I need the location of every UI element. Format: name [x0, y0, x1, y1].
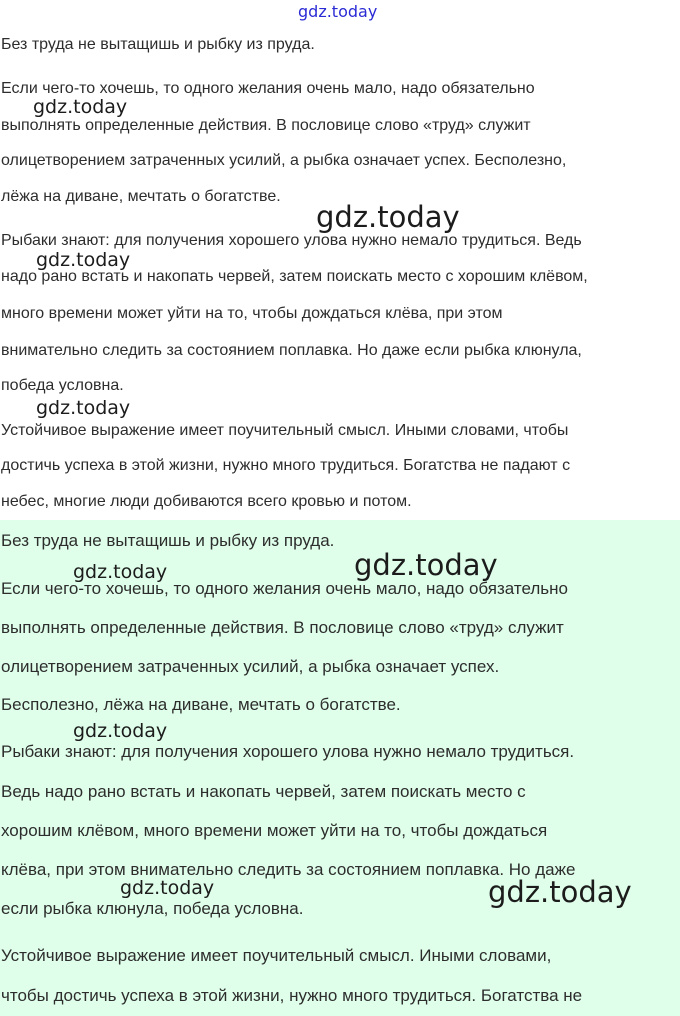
watermark: gdz.today	[73, 720, 168, 742]
paragraph-line: олицетворением затраченных усилий, а рыбка означает успех.	[1, 657, 500, 676]
watermark: gdz.today	[316, 200, 460, 234]
paragraph-line: Если чего-то хочешь, то одного желания очень мало, надо обязательно	[1, 80, 535, 97]
watermark: gdz.today	[488, 875, 632, 909]
watermark: gdz.today	[36, 397, 131, 419]
paragraph-line: Устойчивое выражение имеет поучительный смысл. Иными словами,	[1, 946, 552, 965]
paragraph-line: Ведь надо рано встать и накопать червей, затем поискать место с	[1, 782, 526, 801]
paragraph-line: Рыбаки знают: для получения хорошего улова нужно немало трудиться. Ведь	[1, 232, 582, 249]
paragraph-line: достичь успеха в этой жизни, нужно много трудиться. Богатства не падают с	[1, 457, 571, 474]
paragraph-line: много времени может уйти на то, чтобы дождаться клёва, при этом	[1, 305, 503, 322]
paragraph-line: Бесполезно, лёжа на диване, мечтать о богатстве.	[1, 695, 401, 714]
paragraph-line: если рыбка клюнула, победа условна.	[1, 899, 304, 918]
paragraph-line: чтобы достичь успеха в этой жизни, нужно много трудиться. Богатства не	[1, 986, 583, 1005]
paragraph-line: клёва, при этом внимательно следить за состоянием поплавка. Но даже	[1, 860, 576, 879]
watermark: gdz.today	[120, 877, 215, 899]
paragraph-line: надо рано встать и накопать червей, затем поискать место с хорошим клёвом,	[1, 268, 588, 285]
paragraph-line: Без труда не вытащишь и рыбку из пруда.	[1, 531, 335, 550]
paragraph-line: хорошим клёвом, много времени может уйти на то, чтобы дождаться	[1, 821, 548, 840]
text-block-green	[0, 520, 680, 1016]
watermark: gdz.today	[36, 249, 131, 271]
paragraph-line: Рыбаки знают: для получения хорошего улова нужно немало трудиться.	[1, 742, 575, 761]
paragraph-line: Без труда не вытащишь и рыбку из пруда.	[1, 36, 315, 53]
paragraph-line: внимательно следить за состоянием поплавка. Но даже если рыбка клюнула,	[1, 342, 582, 359]
paragraph-line: победа условна.	[1, 377, 124, 394]
paragraph-line: Устойчивое выражение имеет поучительный смысл. Иными словами, чтобы	[1, 422, 569, 439]
watermark-top: gdz.today	[298, 2, 378, 21]
paragraph-line: выполнять определенные действия. В пословице слово «труд» служит	[1, 618, 564, 637]
watermark: gdz.today	[33, 96, 128, 118]
paragraph-line: лёжа на диване, мечтать о богатстве.	[1, 188, 281, 205]
paragraph-line: выполнять определенные действия. В пословице слово «труд» служит	[1, 117, 531, 134]
watermark: gdz.today	[354, 548, 498, 582]
paragraph-line: Если чего-то хочешь, то одного желания очень мало, надо обязательно	[1, 579, 568, 598]
paragraph-line: небес, многие люди добиваются всего кровью и потом.	[1, 493, 412, 510]
watermark: gdz.today	[73, 561, 168, 583]
paragraph-line: олицетворением затраченных усилий, а рыбка означает успех. Бесполезно,	[1, 152, 567, 169]
